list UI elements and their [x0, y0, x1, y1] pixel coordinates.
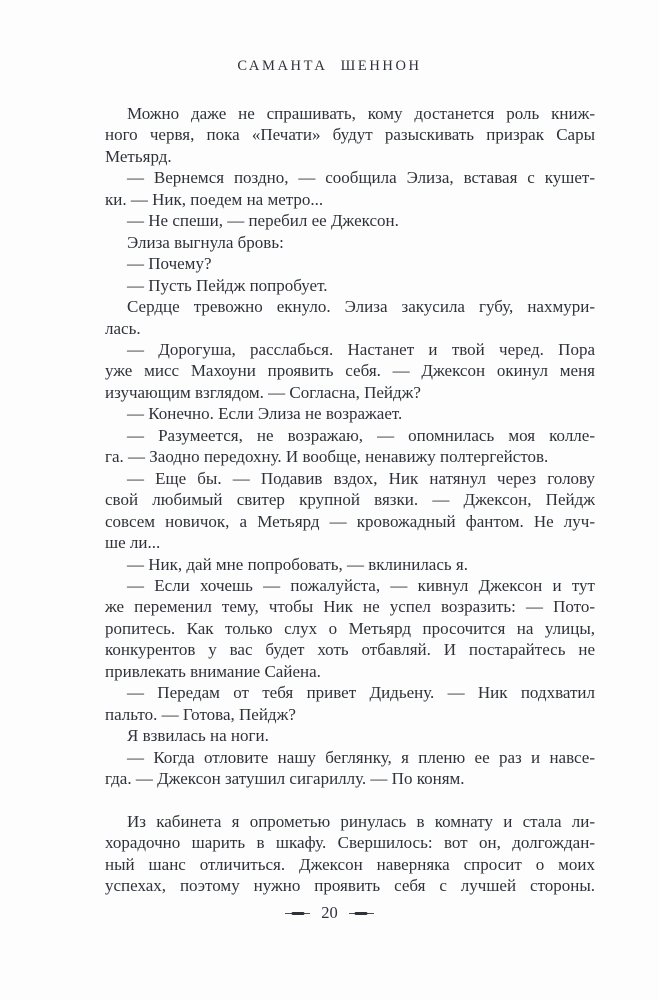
footer-dash-rule-right-icon [349, 904, 374, 921]
paragraph [105, 339, 595, 403]
text-line: ного червя, пока «Печати» будут разыскивать призрак Сары [105, 125, 595, 145]
text-line: Сердце тревожно екнуло. Элиза закусила губу, нахмури- [127, 297, 595, 317]
text-line: — Еще бы. — Подавив вздох, Ник натянул через голову [127, 468, 595, 488]
paragraph [105, 811, 595, 897]
paragraph [105, 275, 595, 296]
text-line: — Конечно. Если Элиза не возражает. [127, 404, 403, 424]
paragraph [105, 253, 595, 274]
paragraph [105, 425, 595, 468]
paragraph [105, 167, 595, 210]
text-line: — Вернемся поздно, — сообщила Элиза, вставая с кушет- [127, 168, 595, 188]
text-line: свой любимый свитер крупной вязки. — Джексон, Пейдж [105, 490, 595, 510]
text-line: ный шанс отличиться. Джексон наверняка спросит о моих [105, 854, 595, 874]
text-line: пальто. — Готова, Пейдж? [105, 704, 296, 724]
paragraph [105, 103, 595, 167]
body-text-block [105, 103, 595, 897]
text-line: Я взвилась на ноги. [127, 726, 269, 746]
text-line: изучающим взглядом. — Согласна, Пейдж? [105, 382, 421, 402]
paragraph [105, 682, 595, 725]
text-line: — Дорогуша, расслабься. Настанет и твой черед. Пора [127, 339, 595, 359]
paragraph [105, 468, 595, 554]
paragraph [105, 725, 595, 746]
text-line: — Разумеется, не возражаю, — опомнилась моя колле- [127, 425, 595, 445]
page-footer [0, 904, 659, 922]
paragraph [105, 403, 595, 424]
footer-dash-rule-left-icon [285, 904, 310, 921]
text-line: га. — Заодно передохну. И вообще, ненавижу полтергейстов. [105, 447, 549, 467]
text-line: уже мисс Махоуни проявить себя. — Джексон окинул меня [105, 361, 595, 381]
text-line: — Не спеши, — перебил ее Джексон. [127, 211, 399, 231]
text-line: — Если хочешь — пожалуйста, — кивнул Джексон и тут [127, 575, 595, 595]
text-line: ки. — Ник, поедем на метро... [105, 189, 324, 209]
text-line: совсем новичок, а Метьярд — кровожадный фантом. Не луч- [105, 511, 595, 531]
text-line: — Почему? [127, 254, 212, 274]
text-line: ше ли... [105, 533, 161, 553]
paragraph [105, 747, 595, 790]
page-number: 20 [321, 902, 338, 922]
paragraph [105, 232, 595, 253]
text-line: лась. [105, 318, 141, 338]
text-line: — Передам от тебя привет Дидьену. — Ник подхватил [127, 683, 595, 703]
text-line: Из кабинета я опрометью ринулась в комнату и стала ли- [127, 811, 595, 831]
text-line: — Пусть Пейдж попробует. [127, 275, 328, 295]
paragraph [105, 210, 595, 231]
text-line: гда. — Джексон затушил сигариллу. — По коням. [105, 769, 465, 789]
text-line: Можно даже не спрашивать, кому достанется роль книж- [127, 104, 595, 123]
text-line: — Когда отловите нашу беглянку, я пленю ее раз и навсе- [127, 747, 595, 767]
text-line: Элиза выгнула бровь: [127, 232, 284, 252]
text-line: хорадочно шарить в шкафу. Свершилось: вот он, долгождан- [105, 833, 595, 853]
text-line: успехах, поэтому нужно проявить себя с лучшей стороны. [105, 876, 595, 896]
text-line: Метьярд. [105, 146, 172, 166]
running-head-author: САМАНТА ШЕННОН [237, 58, 422, 74]
text-line: привлекать внимание Сайена. [105, 661, 321, 681]
text-line: же переменил тему, чтобы Ник не успел возразить: — Пото- [105, 597, 595, 617]
paragraph [105, 575, 595, 682]
text-line: ропитесь. Как только слух о Метьярд просочится на улицы, [105, 618, 595, 638]
text-line: конкурентов у вас будет хоть отбавляй. И постарайтесь не [105, 640, 595, 660]
paragraph [105, 554, 595, 575]
paragraph [105, 296, 595, 339]
text-line: — Ник, дай мне попробовать, — вклинилась я. [127, 554, 468, 574]
